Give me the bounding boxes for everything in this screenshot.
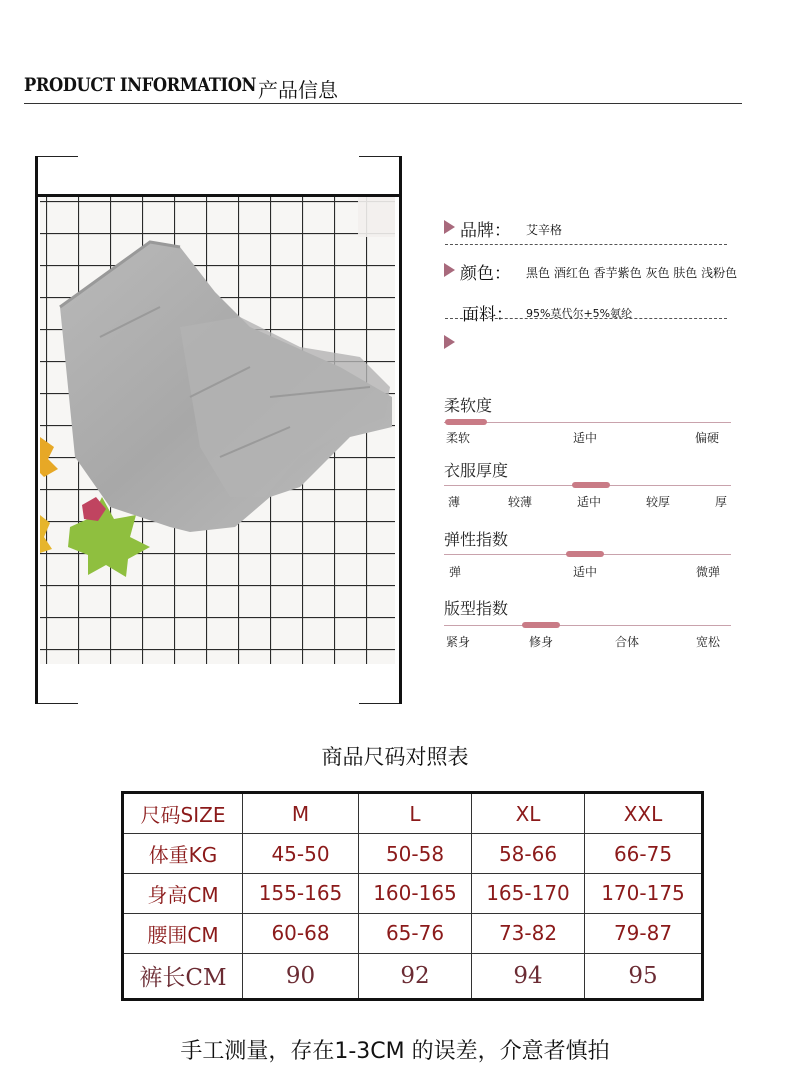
table-cell: 170-175	[585, 873, 703, 913]
bullet-triangle-icon	[444, 263, 455, 277]
table-cell: 165-170	[472, 873, 585, 913]
frame-corner	[359, 156, 401, 157]
table-cell: 50-58	[359, 834, 472, 874]
scale-label: 修身	[529, 635, 554, 649]
scale-track	[444, 422, 731, 423]
table-cell: 58-66	[472, 834, 585, 874]
scale-marker	[522, 622, 560, 628]
frame-left-bar	[35, 156, 38, 704]
scale-label: 微弹	[696, 565, 721, 579]
table-cell: 79-87	[585, 913, 703, 953]
table-cell: 体重KG	[123, 834, 243, 874]
scale-label: 弹	[449, 565, 462, 579]
table-row	[123, 834, 703, 874]
table-header-cell: XXL	[585, 793, 703, 834]
scale-marker	[445, 419, 487, 425]
table-cell: 160-165	[359, 873, 472, 913]
scale-label: 较厚	[646, 495, 671, 509]
table-cell: 94	[472, 953, 585, 999]
table-cell: 65-76	[359, 913, 472, 953]
table-cell: 60-68	[243, 913, 359, 953]
brand-value: 艾辛格	[526, 223, 563, 237]
table-cell: 155-165	[243, 873, 359, 913]
size-table	[121, 791, 704, 1001]
header-title-en: PRODUCT INFORMATION	[24, 74, 257, 96]
table-cell: 45-50	[243, 834, 359, 874]
scale-title-fit: 版型指数	[444, 599, 509, 618]
scale-label: 适中	[573, 431, 598, 445]
product-photo	[40, 197, 395, 664]
scale-title-softness: 柔软度	[444, 396, 493, 415]
header-title-cn: 产品信息	[258, 78, 338, 102]
table-row	[123, 953, 703, 999]
table-cell: 73-82	[472, 913, 585, 953]
table-header-cell: 尺码SIZE	[123, 793, 243, 834]
scale-label: 偏硬	[695, 431, 720, 445]
scale-label: 适中	[573, 565, 598, 579]
table-cell: 66-75	[585, 834, 703, 874]
scale-label: 薄	[448, 495, 461, 509]
frame-right-bar	[399, 156, 402, 704]
dashed-divider	[445, 244, 727, 245]
scale-marker	[572, 482, 610, 488]
table-cell: 90	[243, 953, 359, 999]
color-value: 黑色 酒红色 香芋紫色 灰色 肤色 浅粉色	[526, 266, 738, 280]
table-header-cell: XL	[472, 793, 585, 834]
scale-marker	[566, 551, 604, 557]
table-cell: 身高CM	[123, 873, 243, 913]
table-cell: 腰围CM	[123, 913, 243, 953]
scale-label: 较薄	[508, 495, 533, 509]
table-cell: 92	[359, 953, 472, 999]
grey-pants-photo-icon	[40, 197, 395, 664]
scale-track	[444, 625, 731, 626]
brand-label: 品牌：	[460, 221, 511, 241]
bullet-triangle-icon	[444, 335, 455, 349]
scale-label: 宽松	[696, 635, 721, 649]
header-divider	[24, 103, 742, 104]
color-label: 颜色：	[460, 264, 511, 284]
scale-label: 合体	[615, 635, 640, 649]
table-row	[123, 873, 703, 913]
fabric-label: 面料：	[462, 305, 513, 325]
size-table-title: 商品尺码对照表	[321, 745, 469, 769]
bullet-triangle-icon	[444, 220, 455, 234]
table-row	[123, 913, 703, 953]
fabric-value: 95%莫代尔+5%氨纶	[526, 307, 633, 320]
table-header-cell: M	[243, 793, 359, 834]
dashed-divider	[445, 318, 727, 319]
frame-corner	[36, 703, 78, 704]
table-cell: 裤长CM	[123, 953, 243, 999]
measurement-note: 手工测量，存在1-3CM 的误差，介意者慎拍	[180, 1039, 610, 1064]
frame-corner	[36, 156, 78, 157]
table-header-cell: L	[359, 793, 472, 834]
scale-label: 紧身	[446, 635, 471, 649]
scale-label: 厚	[715, 495, 728, 509]
table-cell: 95	[585, 953, 703, 999]
table-header-row	[123, 793, 703, 834]
scale-label: 柔软	[446, 431, 471, 445]
scale-label: 适中	[577, 495, 602, 509]
scale-title-elasticity: 弹性指数	[444, 530, 509, 549]
frame-corner	[359, 703, 401, 704]
scale-title-thickness: 衣服厚度	[444, 461, 509, 480]
